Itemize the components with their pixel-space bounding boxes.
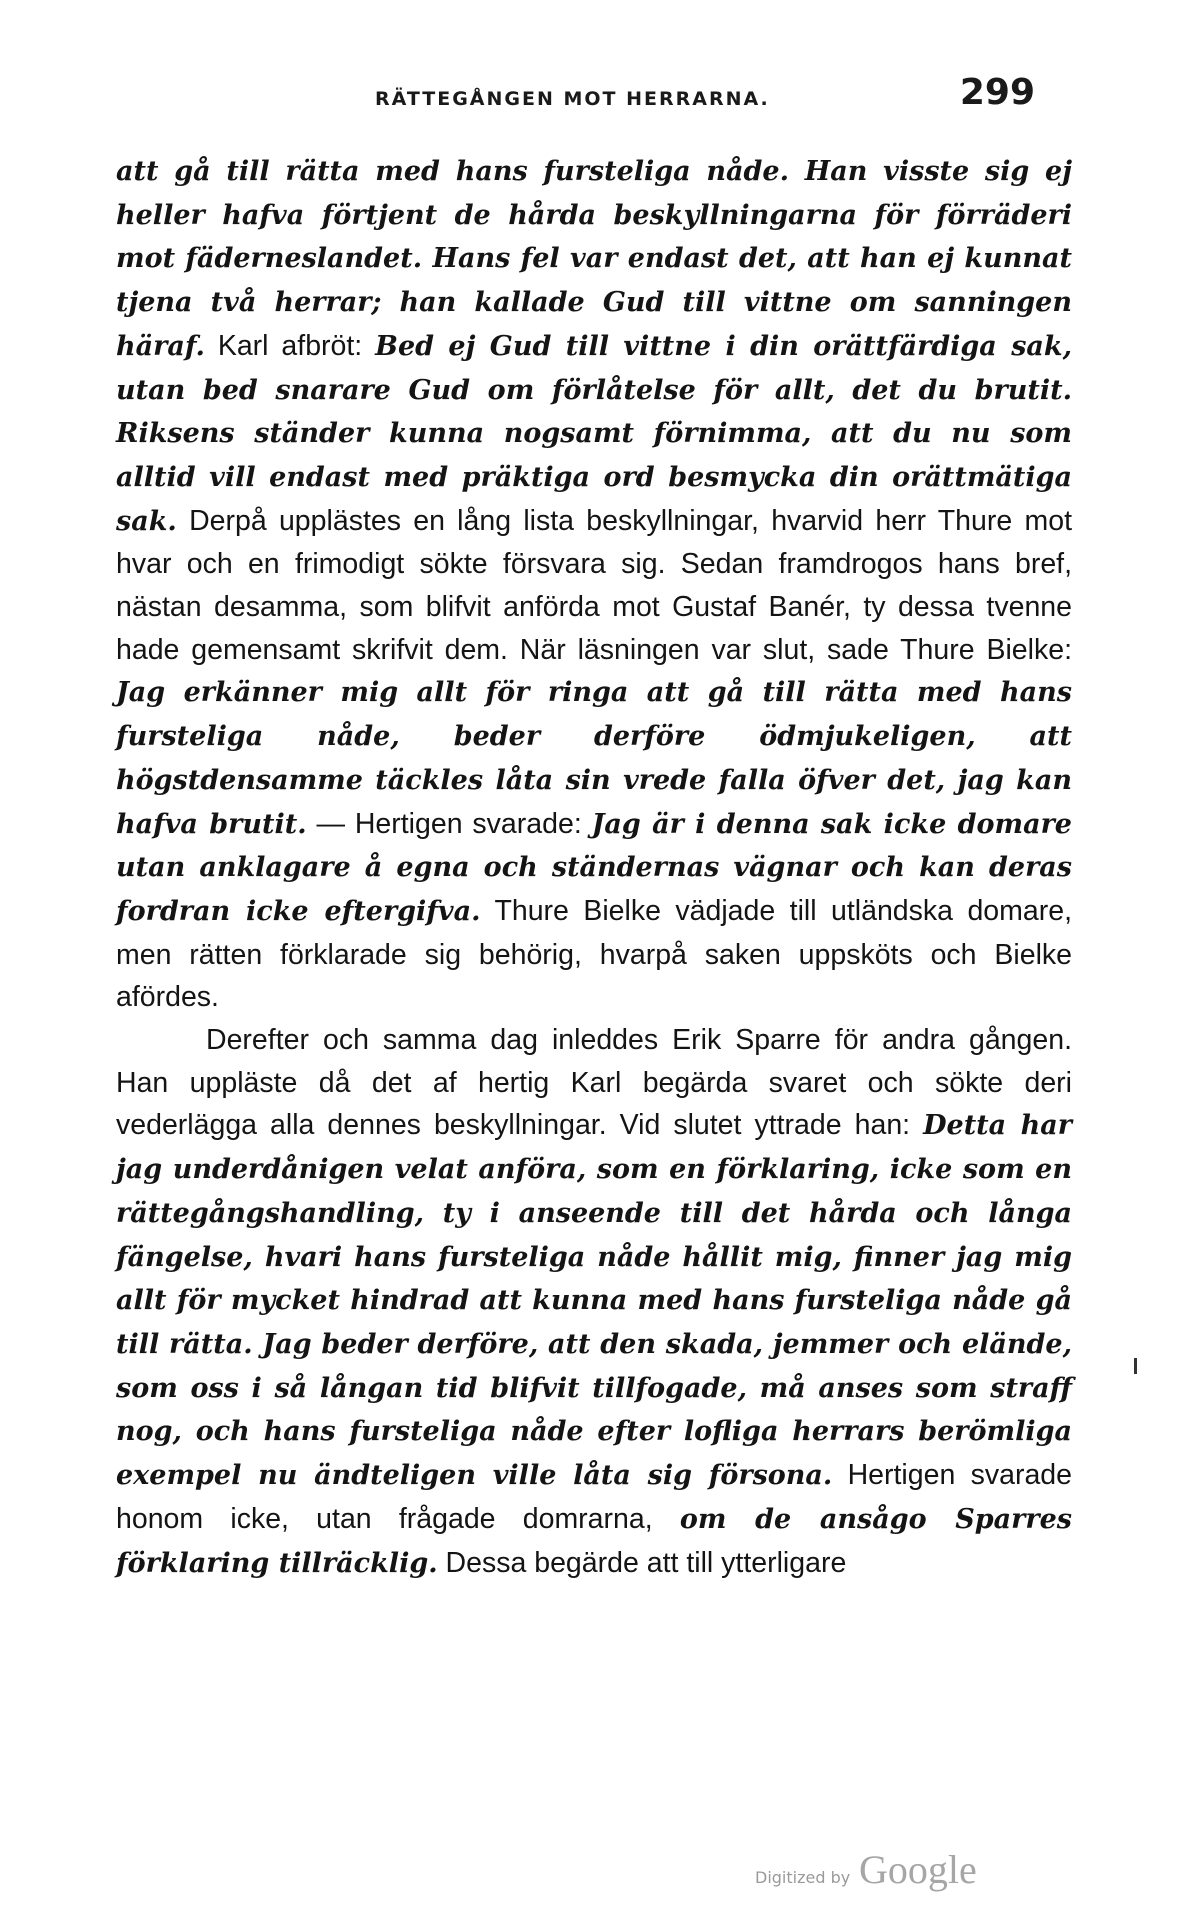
- paragraph-2: [116, 1019, 1072, 1585]
- text-run: Derpå upplästes en lång lista beskyllningar, hvarvid herr Thure mot hvar och en frimodigt sökte försvara sig. Sedan framdrogos hans bref, nästan desamma, som blifvit anförda mot Gustaf Banér, ty dessa tvenne hade gemensamt skrifvit dem. När läsningen var slut, sade Thure Bielke:: [116, 504, 1072, 666]
- watermark-prefix: Digitized by: [755, 1868, 851, 1887]
- page-number: 299: [959, 72, 1035, 113]
- watermark-brand: Google: [859, 1847, 977, 1892]
- text-run: Jag är i denna sak icke domare utan anklagare å egna och ständernas vägnar och kan deras fordran icke eftergifva.: [116, 808, 1072, 927]
- text-run: Bed ej Gud till vittne i din orättfärdiga sak, utan bed snarare Gud om förlåtelse för allt, det du brutit. Riksens ständer kunna nogsamt förnimma, att du nu som alltid vill endast med präktiga ord besmycka din orättmätiga sak.: [116, 330, 1073, 537]
- text-run: att gå till rätta med hans fursteliga nåde. Han visste sig ej heller hafva förtjent de hårda beskyllningarna för förräderi mot fäderneslandet. Hans fel var endast det, att han ej kunnat tjena två herrar; han kallade Gud till vittne om sanningen häraf.: [116, 156, 1072, 362]
- text-run: Detta har jag underdånigen velat anföra, som en förklaring, icke som en rättegångshandling, ty i anseende till det hårda och långa fängelse, hvari hans fursteliga nåde hållit mig, finner jag mig allt för mycket hindrad att kunna med hans fursteliga nåde gå till rätta. Jag beder derföre, att den skada, jemmer och elände, som oss i så långan tid blifvit tillfogade, må anses som straff nog, och hans fursteliga nåde efter lofliga herrars berömliga exempel nu ändteligen ville låta sig försona.: [116, 1110, 1072, 1492]
- text-run: Derefter och samma dag inleddes Erik Sparre för andra gången. Han uppläste då det af hertig Karl begärda svaret och sökte deri vederlägga alla dennes beskyllningar. Vid slutet yttrade han:: [116, 1024, 1072, 1142]
- margin-mark: [1134, 1358, 1137, 1374]
- text-run: Dessa begärde att till ytterligare: [437, 1546, 847, 1579]
- text-run: Hertigen svarade honom icke, utan frågade domrarna,: [116, 1459, 1072, 1535]
- body-text: [116, 150, 1072, 1585]
- paragraph-1: [116, 150, 1072, 1019]
- running-head: [115, 72, 1035, 122]
- text-run: Karl afbröt:: [204, 329, 376, 362]
- text-run: — Hertigen svarade:: [306, 807, 592, 840]
- digitized-by-google-watermark: [755, 1846, 1015, 1894]
- text-run: om de ansågo Sparres förklaring tillräcklig.: [116, 1503, 1072, 1579]
- running-title: RÄTTEGÅNGEN MOT HERRARNA.: [375, 88, 770, 110]
- text-run: Thure Bielke vädjade till utländska domare, men rätten förklarade sig behörig, hvarpå saken uppsköts och Bielke afördes.: [116, 894, 1073, 1014]
- text-run: Jag erkänner mig allt för ringa att gå till rätta med hans fursteliga nåde, beder derföre ödmjukeligen, att högstdensamme täckles låta sin vrede falla öfver det, jag kan hafva brutit.: [116, 677, 1072, 840]
